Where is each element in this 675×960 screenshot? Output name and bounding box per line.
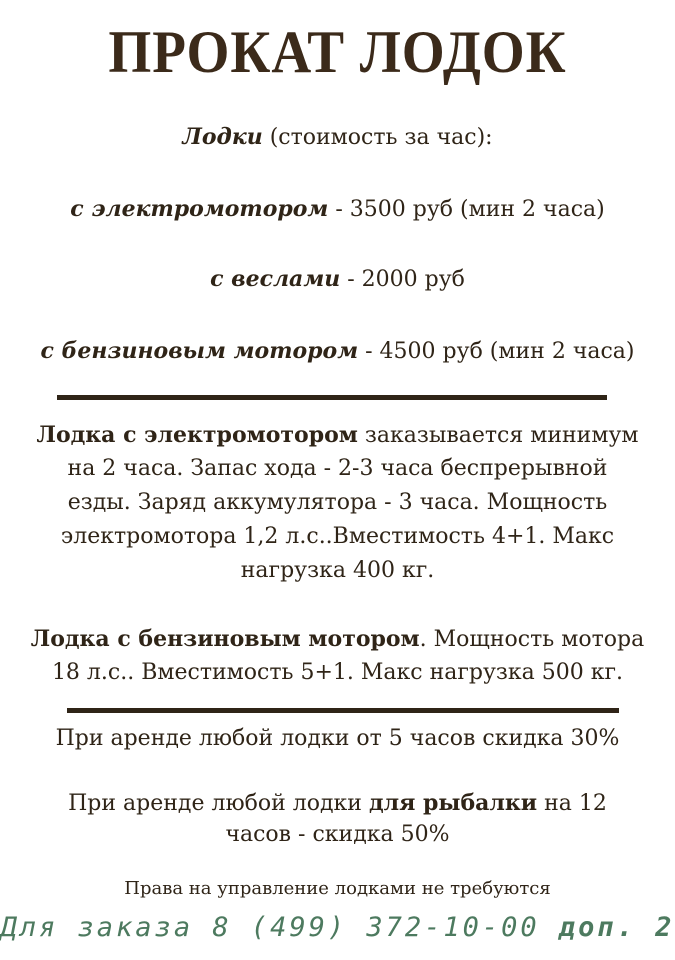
price-electric — [0, 196, 675, 222]
petrol-line-1 — [0, 622, 675, 657]
electric-line-5: нагрузка 400 кг. — [240, 558, 435, 583]
electric-line-3: езды. Заряд аккумулятора - 3 часа. Мощность — [67, 490, 608, 515]
price-oars-value: - 2000 руб — [340, 267, 465, 292]
divider-top — [57, 395, 607, 400]
electric-line-4: электромотора 1,2 л.с..Вместимость 4+1. Макс — [60, 524, 615, 549]
page-title: ПРОКАТ ЛОДОК — [108, 19, 567, 85]
petrol-line-2: 18 л.с.. Вместимость 5+1. Макс нагрузка 500 кг. — [51, 660, 624, 685]
price-oars-name: с веслами — [210, 266, 341, 292]
petrol-bold: Лодка с бензиновым мотором — [30, 626, 420, 652]
electric-bold: Лодка с электромотором — [36, 422, 358, 448]
electric-line-2: на 2 часа. Запас хода - 2-3 часа беспрерывной — [67, 456, 608, 481]
discount-fishing-line-2: часов - скидка 50% — [225, 822, 450, 847]
electric-line-1 — [0, 418, 675, 453]
discount-fishing-post: на 12 — [537, 791, 607, 816]
electric-text-1: заказывается минимум — [357, 423, 639, 448]
boats-header — [0, 124, 675, 150]
boats-header-rest: (стоимость за час): — [262, 125, 493, 150]
discount-fishing-pre: При аренде любой лодки — [68, 791, 369, 816]
price-petrol-value: - 4500 руб (мин 2 часа) — [358, 339, 635, 364]
discount-fishing-line-1 — [0, 786, 675, 821]
discount-5-hours: При аренде любой лодки от 5 часов скидка 30% — [55, 726, 620, 751]
contact-ext: доп. 2 — [558, 912, 675, 943]
boats-header-bold: Лодки — [182, 124, 263, 150]
discount-fishing-bold: для рыбалки — [368, 790, 538, 816]
divider-bottom — [67, 708, 619, 713]
contact-phone[interactable] — [0, 912, 675, 943]
price-petrol — [0, 338, 675, 364]
price-electric-value: - 3500 руб (мин 2 часа) — [328, 197, 605, 222]
price-oars — [0, 266, 675, 292]
contact-main: Для заказа 8 (499) 372-10-00 — [0, 912, 559, 943]
license-note: Права на управление лодками не требуются — [124, 878, 551, 899]
petrol-text-1: . Мощность мотора — [419, 627, 645, 652]
price-electric-name: с электромотором — [70, 196, 329, 222]
price-petrol-name: с бензиновым мотором — [40, 338, 359, 364]
